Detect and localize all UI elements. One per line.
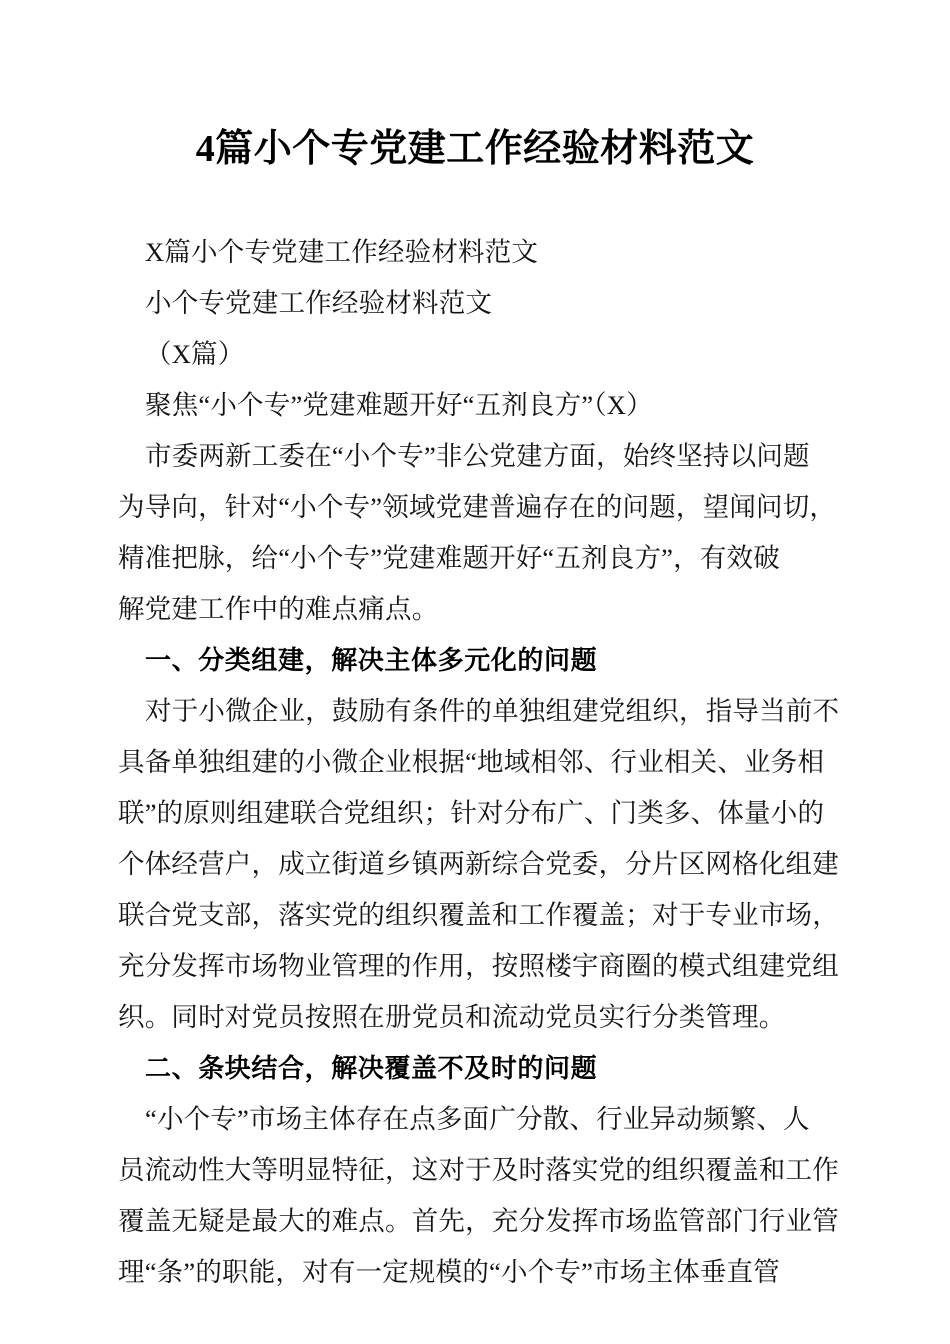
body-line: 联”的原则组建联合党组织；针对分布广、门类多、体量小的 [118,798,825,828]
body-line: 解党建工作中的难点痛点。 [118,594,439,624]
body-line: 充分发挥市场物业管理的作用，按照楼宇商圈的模式组建党组 [118,951,839,981]
body-line: X篇小个专党建工作经验材料范文 [145,237,539,267]
document-body [118,227,840,1298]
body-line: 对于小微企业，鼓励有条件的单独组建党组织，指导当前不 [145,696,840,726]
section-heading: 二、条块结合，解决覆盖不及时的问题 [145,1053,598,1083]
body-line: 精准把脉，给“小个专”党建难题开好“五剂良方”，有效破 [118,543,780,573]
body-line: （X篇） [145,339,245,369]
body-line: 具备单独组建的小微企业根据“地域相邻、行业相关、业务相 [118,747,825,777]
document-title: 4篇小个专党建工作经验材料范文 [195,128,755,170]
section-heading: 一、分类组建，解决主体多元化的问题 [145,645,598,675]
body-line: 员流动性大等明显特征，这对于及时落实党的组织覆盖和工作 [118,1155,839,1185]
body-line: 个体经营户，成立街道乡镇两新综合党委，分片区网格化组建 [118,849,839,879]
body-line: 覆盖无疑是最大的难点。首先，充分发挥市场监管部门行业管 [118,1206,839,1236]
body-line: 联合党支部，落实党的组织覆盖和工作覆盖；对于专业市场， [118,900,839,930]
body-line: 市委两新工委在“小个专”非公党建方面，始终坚持以问题 [145,441,810,471]
body-line: 理“条”的职能，对有一定规模的“小个专”市场主体垂直管 [118,1257,780,1287]
body-line: 织。同时对党员按照在册党员和流动党员实行分类管理。 [118,1002,786,1032]
body-line: 为导向，针对“小个专”领域党建普遍存在的问题，望闻问切， [118,492,837,522]
body-line: 聚焦“小个专”党建难题开好“五剂良方”（X） [145,390,653,420]
body-line: “小个专”市场主体存在点多面广分散、行业异动频繁、人 [145,1104,810,1134]
body-line: 小个专党建工作经验材料范文 [145,288,493,318]
